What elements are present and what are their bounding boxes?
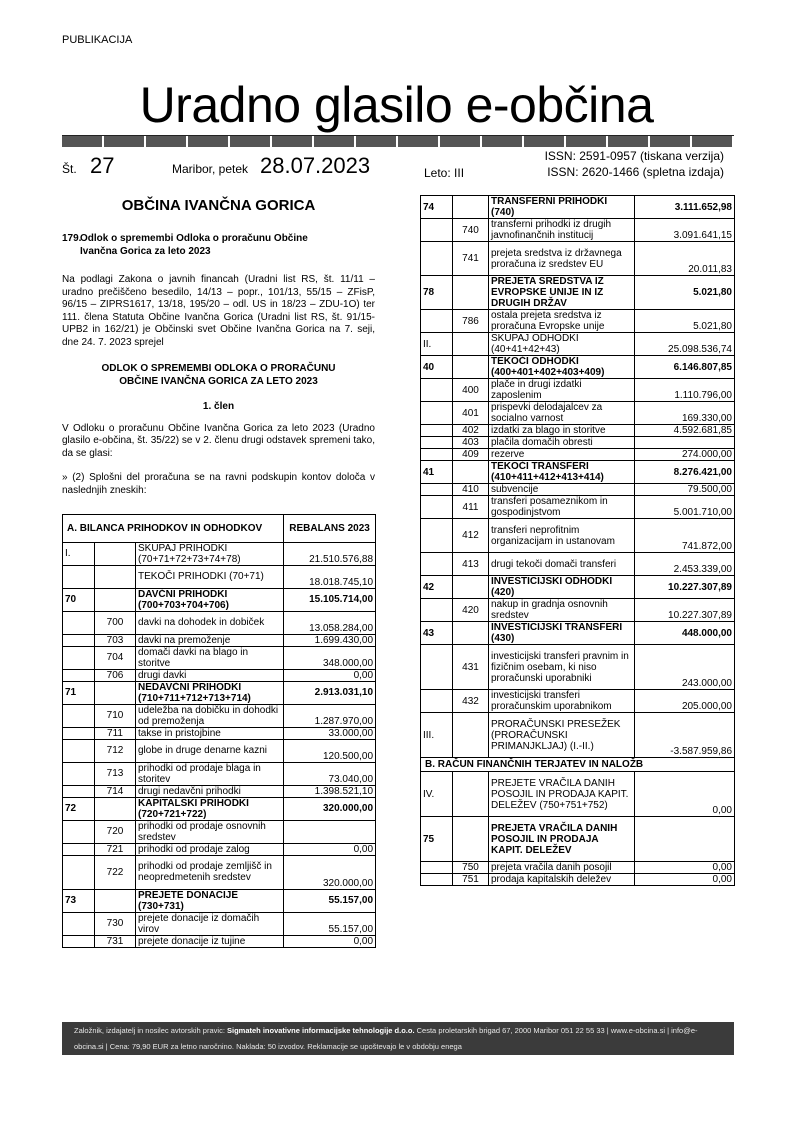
amount-cell: 15.105.714,00: [284, 588, 376, 611]
issue-info-bar: [62, 150, 734, 184]
publication-label: PUBLIKACIJA: [62, 34, 133, 46]
account-description-cell: plačila domačih obresti: [489, 437, 635, 449]
account-class-cell: [421, 862, 453, 874]
table-row: [421, 333, 735, 356]
account-class-cell: [421, 874, 453, 886]
account-description-cell: PREJETE DONACIJE (730+731): [136, 889, 284, 912]
account-subgroup-cell: 714: [95, 785, 136, 797]
table-row: [421, 437, 735, 449]
amount-cell: [284, 820, 376, 843]
amount-cell: 0,00: [284, 843, 376, 855]
masthead-title: Uradno glasilo e-občina: [139, 77, 654, 133]
account-description-cell: domači davki na blago in storitve: [136, 646, 284, 669]
account-class-cell: III.: [421, 713, 453, 758]
account-subgroup-cell: 750: [453, 862, 489, 874]
account-description-cell: prihodki od prodaje zalog: [136, 843, 284, 855]
account-class-cell: [421, 437, 453, 449]
account-subgroup-cell: [453, 276, 489, 310]
table-row: [421, 276, 735, 310]
table-row: [63, 843, 376, 855]
table-row: [421, 461, 735, 484]
ordinance-heading: [62, 362, 375, 388]
footer-note: Cena: 79,90 EUR za letno naročnino. Naklada: 50 izvodov. Reklamacije se upoštevajo le v obdobju enega: [109, 1042, 462, 1051]
amount-cell: 1.699.430,00: [284, 634, 376, 646]
amount-cell: 79.500,00: [635, 484, 735, 496]
account-subgroup-cell: 720: [95, 820, 136, 843]
account-description-cell: PREJETA VRAČILA DANIH POSOJIL IN PRODAJA KAPIT. DELEŽEV: [489, 817, 635, 862]
quote-intro: » (2) Splošni del proračuna se na ravni podskupin kontov določa v naslednjih zneskih:: [62, 472, 375, 496]
account-description-cell: NEDAVČNI PRIHODKI (710+711+712+713+714): [136, 681, 284, 704]
account-description-cell: plače in drugi izdatki zaposlenim: [489, 379, 635, 402]
table-row: [63, 855, 376, 889]
table-row: [63, 646, 376, 669]
account-class-cell: [421, 402, 453, 425]
account-class-cell: [63, 646, 95, 669]
amount-cell: 73.040,00: [284, 762, 376, 785]
account-description-cell: PRORAČUNSKI PRESEŽEK (PRORAČUNSKI PRIMANJKLJAJ) (I.-II.): [489, 713, 635, 758]
account-class-cell: 75: [421, 817, 453, 862]
account-subgroup-cell: 704: [95, 646, 136, 669]
amount-cell: 3.111.652,98: [635, 196, 735, 219]
footer-address: Cesta proletarskih brigad 67, 2000 Maribor 051 22 55 33 |: [416, 1026, 609, 1035]
amount-cell: 0,00: [284, 669, 376, 681]
table-row: [421, 242, 735, 276]
amount-cell: 2.913.031,10: [284, 681, 376, 704]
account-class-cell: [63, 704, 95, 727]
table-row: [63, 820, 376, 843]
footer-website-link[interactable]: www.e-obcina.si |: [610, 1026, 670, 1035]
issue-number: 27: [90, 153, 115, 178]
account-class-cell: [63, 611, 95, 634]
amount-cell: 25.098.536,74: [635, 333, 735, 356]
account-subgroup-cell: 413: [453, 553, 489, 576]
table-row: [421, 425, 735, 437]
amount-cell: 5.001.710,00: [635, 496, 735, 519]
table-row: [421, 553, 735, 576]
account-class-cell: [63, 727, 95, 739]
table-row: [63, 889, 376, 912]
account-description-cell: rezerve: [489, 449, 635, 461]
account-class-cell: [421, 519, 453, 553]
amount-cell: 0,00: [635, 772, 735, 817]
amount-cell: 10.227.307,89: [635, 576, 735, 599]
amount-cell: 10.227.307,89: [635, 599, 735, 622]
account-class-cell: 40: [421, 356, 453, 379]
table-row: [63, 762, 376, 785]
account-description-cell: davki na dohodek in dobiček: [136, 611, 284, 634]
account-description-cell: transferi posameznikom in gospodinjstvom: [489, 496, 635, 519]
table-row: [421, 449, 735, 461]
account-subgroup-cell: 721: [95, 843, 136, 855]
account-subgroup-cell: 711: [95, 727, 136, 739]
amount-cell: 1.110.796,00: [635, 379, 735, 402]
issue-date: 28.07.2023: [260, 153, 371, 178]
amount-cell: 1.398.521,10: [284, 785, 376, 797]
table-row: [421, 874, 735, 886]
table-row: [421, 196, 735, 219]
account-description-cell: INVESTICIJSKI ODHODKI (420): [489, 576, 635, 599]
budget-table-right: [420, 195, 735, 886]
account-class-cell: 74: [421, 196, 453, 219]
account-class-cell: 71: [63, 681, 95, 704]
amount-cell: 33.000,00: [284, 727, 376, 739]
amount-cell: [635, 817, 735, 862]
table-row: [63, 565, 376, 588]
budget-table-left: [62, 514, 376, 948]
table-row: [421, 817, 735, 862]
account-subgroup-cell: 409: [453, 449, 489, 461]
table-row: [63, 704, 376, 727]
account-class-cell: [63, 820, 95, 843]
table-row: [421, 713, 735, 758]
table-row: [421, 496, 735, 519]
account-class-cell: [63, 669, 95, 681]
amount-cell: 169.330,00: [635, 402, 735, 425]
amount-cell: 0,00: [284, 935, 376, 947]
account-class-cell: 42: [421, 576, 453, 599]
account-description-cell: takse in pristojbine: [136, 727, 284, 739]
amount-cell: [635, 437, 735, 449]
account-subgroup-cell: 740: [453, 219, 489, 242]
amount-cell: 8.276.421,00: [635, 461, 735, 484]
account-class-cell: II.: [421, 333, 453, 356]
account-description-cell: investicijski transferi proračunskim uporabnikom: [489, 690, 635, 713]
account-subgroup-cell: 722: [95, 855, 136, 889]
account-subgroup-cell: 713: [95, 762, 136, 785]
table-row: [421, 519, 735, 553]
account-description-cell: prispevki delodajalcev za socialno varnost: [489, 402, 635, 425]
table-section-a-label: A. BILANCA PRIHODKOV IN ODHODKOV: [63, 514, 284, 542]
amount-cell: 21.510.576,88: [284, 542, 376, 565]
table-header-amount: REBALANS 2023: [284, 514, 376, 542]
account-subgroup-cell: [453, 576, 489, 599]
amount-cell: -3.587.959,86: [635, 713, 735, 758]
ordinance-heading-line1: ODLOK O SPREMEMBI ODLOKA O PRORAČUNU: [101, 362, 336, 374]
amount-cell: 5.021,80: [635, 310, 735, 333]
account-class-cell: [63, 785, 95, 797]
account-subgroup-cell: 410: [453, 484, 489, 496]
table-row: [63, 935, 376, 947]
amount-cell: 320.000,00: [284, 855, 376, 889]
publisher-footer: [62, 1022, 734, 1055]
account-class-cell: [421, 219, 453, 242]
footer-publisher: Sigmateh inovativne informacijske tehnologije d.o.o.: [227, 1026, 415, 1035]
account-class-cell: IV.: [421, 772, 453, 817]
account-description-cell: prihodki od prodaje zemljišč in neopredmetenih sredstev: [136, 855, 284, 889]
account-class-cell: [421, 690, 453, 713]
masthead-divider: [62, 135, 734, 147]
account-class-cell: 70: [63, 588, 95, 611]
account-description-cell: TRANSFERNI PRIHODKI (740): [489, 196, 635, 219]
table-row: [421, 645, 735, 690]
table-section-row: [421, 758, 735, 772]
table-section-label: B. RAČUN FINANČNIH TERJATEV IN NALOŽB: [421, 758, 735, 772]
account-subgroup-cell: 730: [95, 912, 136, 935]
account-subgroup-cell: 403: [453, 437, 489, 449]
amount-cell: 0,00: [635, 862, 735, 874]
volume-label: Leto: III: [424, 166, 465, 180]
account-class-cell: [421, 242, 453, 276]
decree-title: [62, 232, 375, 258]
account-description-cell: globe in druge denarne kazni: [136, 739, 284, 762]
account-subgroup-cell: [453, 622, 489, 645]
account-class-cell: [421, 645, 453, 690]
account-subgroup-cell: 401: [453, 402, 489, 425]
account-class-cell: [63, 565, 95, 588]
article-body: V Odloku o proračunu Občine Ivančna Gorica za leto 2023 (Uradno glasilo e-občina, št. 35/22) se v 2. členu drugi odstavek spremeni tako, da se glasi:: [62, 422, 375, 459]
table-row: [421, 622, 735, 645]
account-subgroup-cell: 411: [453, 496, 489, 519]
issn-print: ISSN: 2591-0957 (tiskana verzija): [544, 149, 724, 163]
account-class-cell: [63, 762, 95, 785]
amount-cell: 243.000,00: [635, 645, 735, 690]
account-class-cell: 78: [421, 276, 453, 310]
account-class-cell: [63, 634, 95, 646]
account-description-cell: prejeta vračila danih posojil: [489, 862, 635, 874]
amount-cell: 20.011,83: [635, 242, 735, 276]
decree-title-line2: Ivančna Gorica za leto 2023: [80, 246, 211, 257]
account-description-cell: INVESTICIJSKI TRANSFERI (430): [489, 622, 635, 645]
account-class-cell: [421, 496, 453, 519]
account-subgroup-cell: 420: [453, 599, 489, 622]
table-row: [421, 402, 735, 425]
account-description-cell: drugi davki: [136, 669, 284, 681]
preamble-paragraph: Na podlagi Zakona o javnih financah (Uradni list RS, št. 11/11 – uradno prečiščeno besedilo, 14/13 – popr., 101/13, 55/15 – ZFisP, 96/15 – ZIPRS1617, 13/18, 195/20 – odl. US in 18/23 – ZDU-1O) ter 111. člena Statuta Občine Ivančna Gorica (Uradni list RS, št. 91/15-UPB2 in 162/21) je Občinski svet Občine Ivančna Gorica na 7. seji, dne 24. 7. 2023 sprejel: [62, 274, 375, 348]
account-description-cell: SKUPAJ PRIHODKI (70+71+72+73+74+78): [136, 542, 284, 565]
issn-online: ISSN: 2620-1466 (spletna izdaja): [547, 165, 724, 179]
account-class-cell: [63, 912, 95, 935]
account-subgroup-cell: [453, 817, 489, 862]
account-subgroup-cell: [453, 333, 489, 356]
account-description-cell: TEKOČI PRIHODKI (70+71): [136, 565, 284, 588]
account-description-cell: DAVČNI PRIHODKI (700+703+704+706): [136, 588, 284, 611]
account-description-cell: transferni prihodki iz drugih javnofinančnih institucij: [489, 219, 635, 242]
amount-cell: 348.000,00: [284, 646, 376, 669]
table-row: [63, 739, 376, 762]
account-subgroup-cell: [95, 797, 136, 820]
account-description-cell: prejeta sredstva iz državnega proračuna iz sredstev EU: [489, 242, 635, 276]
account-subgroup-cell: 706: [95, 669, 136, 681]
account-description-cell: davki na premoženje: [136, 634, 284, 646]
place-date-prefix: Maribor, petek: [172, 162, 249, 176]
table-row: [63, 542, 376, 565]
account-description-cell: prihodki od prodaje osnovnih sredstev: [136, 820, 284, 843]
table-row: [63, 588, 376, 611]
account-subgroup-cell: [453, 713, 489, 758]
account-class-cell: [421, 484, 453, 496]
amount-cell: 0,00: [635, 874, 735, 886]
account-subgroup-cell: 402: [453, 425, 489, 437]
account-subgroup-cell: 400: [453, 379, 489, 402]
account-class-cell: [421, 449, 453, 461]
account-description-cell: TEKOČI ODHODKI (400+401+402+403+409): [489, 356, 635, 379]
table-row: [421, 576, 735, 599]
amount-cell: 55.157,00: [284, 912, 376, 935]
account-subgroup-cell: [95, 565, 136, 588]
municipality-heading: OBČINA IVANČNA GORICA: [121, 197, 316, 214]
footer-email-link[interactable]: info@e-obcina.si |: [74, 1026, 698, 1051]
account-subgroup-cell: [95, 588, 136, 611]
account-class-cell: [421, 379, 453, 402]
table-row: [421, 690, 735, 713]
table-row: [63, 727, 376, 739]
right-column: [420, 195, 734, 886]
account-description-cell: investicijski transferi pravnim in fizičnim osebam, ki niso proračunski uporabniki: [489, 645, 635, 690]
account-description-cell: drugi nedavčni prihodki: [136, 785, 284, 797]
ordinance-heading-line2: OBČINE IVANČNA GORICA ZA LETO 2023: [119, 375, 318, 387]
table-row: [421, 310, 735, 333]
amount-cell: 448.000,00: [635, 622, 735, 645]
amount-cell: 274.000,00: [635, 449, 735, 461]
account-subgroup-cell: 432: [453, 690, 489, 713]
amount-cell: 120.500,00: [284, 739, 376, 762]
account-subgroup-cell: [453, 772, 489, 817]
account-subgroup-cell: [95, 542, 136, 565]
table-row: [63, 912, 376, 935]
account-subgroup-cell: 786: [453, 310, 489, 333]
account-class-cell: 72: [63, 797, 95, 820]
account-subgroup-cell: 703: [95, 634, 136, 646]
table-row: [63, 797, 376, 820]
account-subgroup-cell: [95, 889, 136, 912]
table-row: [63, 669, 376, 681]
issue-prefix: Št.: [62, 162, 77, 176]
table-row: [63, 785, 376, 797]
account-subgroup-cell: 712: [95, 739, 136, 762]
account-description-cell: izdatki za blago in storitve: [489, 425, 635, 437]
amount-cell: 2.453.339,00: [635, 553, 735, 576]
account-description-cell: ostala prejeta sredstva iz proračuna Evropske unije: [489, 310, 635, 333]
table-row: [421, 219, 735, 242]
account-description-cell: TEKOČI TRANSFERI (410+411+412+413+414): [489, 461, 635, 484]
account-class-cell: [421, 425, 453, 437]
account-class-cell: 41: [421, 461, 453, 484]
account-subgroup-cell: [453, 461, 489, 484]
account-subgroup-cell: 710: [95, 704, 136, 727]
account-class-cell: 73: [63, 889, 95, 912]
amount-cell: 6.146.807,85: [635, 356, 735, 379]
table-row: [421, 862, 735, 874]
table-row: [421, 484, 735, 496]
account-class-cell: [63, 739, 95, 762]
table-row: [63, 681, 376, 704]
account-subgroup-cell: 700: [95, 611, 136, 634]
article-title: 1. člen: [202, 400, 235, 412]
account-class-cell: [63, 843, 95, 855]
account-subgroup-cell: 731: [95, 935, 136, 947]
table-row: [421, 379, 735, 402]
amount-cell: 4.592.681,85: [635, 425, 735, 437]
amount-cell: 1.287.970,00: [284, 704, 376, 727]
amount-cell: 18.018.745,10: [284, 565, 376, 588]
account-subgroup-cell: 751: [453, 874, 489, 886]
account-class-cell: I.: [63, 542, 95, 565]
amount-cell: 55.157,00: [284, 889, 376, 912]
account-description-cell: subvencije: [489, 484, 635, 496]
account-description-cell: transferi neprofitnim organizacijam in ustanovam: [489, 519, 635, 553]
table-header-row: [63, 514, 376, 542]
table-row: [63, 634, 376, 646]
account-subgroup-cell: 431: [453, 645, 489, 690]
account-subgroup-cell: 741: [453, 242, 489, 276]
amount-cell: 205.000,00: [635, 690, 735, 713]
footer-lead: Založnik, izdajatelj in nosilec avtorskih pravic:: [74, 1026, 225, 1035]
account-description-cell: prejete donacije iz domačih virov: [136, 912, 284, 935]
account-description-cell: prejete donacije iz tujine: [136, 935, 284, 947]
account-class-cell: [421, 599, 453, 622]
account-description-cell: KAPITALSKI PRIHODKI (720+721+722): [136, 797, 284, 820]
account-class-cell: [63, 935, 95, 947]
account-class-cell: [421, 310, 453, 333]
account-subgroup-cell: 412: [453, 519, 489, 553]
account-description-cell: prihodki od prodaje blaga in storitev: [136, 762, 284, 785]
account-description-cell: udeležba na dobičku in dohodki od premoženja: [136, 704, 284, 727]
account-description-cell: PREJETA SREDSTVA IZ EVROPSKE UNIJE IN IZ DRUGIH DRŽAV: [489, 276, 635, 310]
account-subgroup-cell: [453, 356, 489, 379]
account-subgroup-cell: [95, 681, 136, 704]
amount-cell: 320.000,00: [284, 797, 376, 820]
account-description-cell: prodaja kapitalskih deležev: [489, 874, 635, 886]
left-column: [62, 195, 375, 948]
decree-title-line1: Odlok o spremembi Odloka o proračunu Občine: [80, 233, 308, 244]
table-row: [63, 611, 376, 634]
amount-cell: 741.872,00: [635, 519, 735, 553]
decree-number: 179.: [62, 233, 82, 244]
account-class-cell: [421, 553, 453, 576]
account-subgroup-cell: [453, 196, 489, 219]
amount-cell: 13.058.284,00: [284, 611, 376, 634]
account-description-cell: PREJETE VRAČILA DANIH POSOJIL IN PRODAJA KAPIT. DELEŽEV (750+751+752): [489, 772, 635, 817]
account-description-cell: nakup in gradnja osnovnih sredstev: [489, 599, 635, 622]
table-row: [421, 356, 735, 379]
account-class-cell: [63, 855, 95, 889]
table-row: [421, 772, 735, 817]
account-description-cell: drugi tekoči domači transferi: [489, 553, 635, 576]
account-class-cell: 43: [421, 622, 453, 645]
amount-cell: 5.021,80: [635, 276, 735, 310]
amount-cell: 3.091.641,15: [635, 219, 735, 242]
table-row: [421, 599, 735, 622]
account-description-cell: SKUPAJ ODHODKI (40+41+42+43): [489, 333, 635, 356]
